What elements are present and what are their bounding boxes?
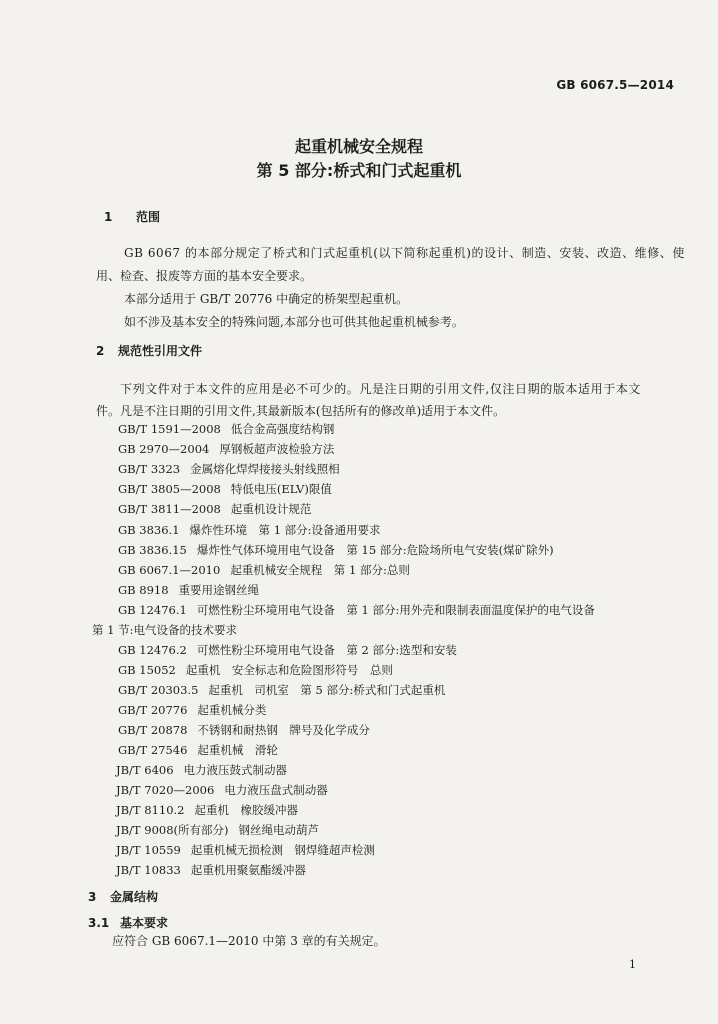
section-title: 范围 xyxy=(136,210,161,224)
section-2-intro-line-1: 下列文件对于本文件的应用是必不可少的。凡是注日期的引用文件,仅注日期的版本适用于本文 xyxy=(120,382,642,396)
reference-item: GB/T 20878 不锈钢和耐热钢 牌号及化学成分 xyxy=(118,723,370,737)
subsection-3-1-heading xyxy=(88,914,168,931)
document-title: 起重机械安全规程 xyxy=(294,137,423,156)
reference-item: GB/T 3811—2008 起重机设计规范 xyxy=(118,502,312,516)
section-1-para-1-line-2: 用、检查、报废等方面的基本安全要求。 xyxy=(96,269,313,283)
section-3-heading xyxy=(88,888,158,905)
reference-item: GB 6067.1—2010 起重机械安全规程 第 1 部分:总则 xyxy=(118,563,410,577)
reference-item-continuation: 第 1 节:电气设备的技术要求 xyxy=(92,623,238,637)
subsection-title: 基本要求 xyxy=(120,916,169,930)
section-1-para-1-line-1: GB 6067 的本部分规定了桥式和门式起重机(以下简称起重机)的设计、制造、安装、改造、维修、使 xyxy=(124,246,685,260)
reference-item: JB/T 10559 起重机械无损检测 钢焊缝超声检测 xyxy=(116,843,375,857)
subsection-number: 3.1 xyxy=(88,916,110,930)
section-number: 3 xyxy=(88,890,97,904)
reference-item: JB/T 7020—2006 电力液压盘式制动器 xyxy=(116,783,328,797)
section-1-para-3: 如不涉及基本安全的特殊问题,本部分也可供其他起重机械参考。 xyxy=(124,315,464,329)
document-subtitle: 第 5 部分:桥式和门式起重机 xyxy=(256,161,462,180)
reference-item: JB/T 6406 电力液压鼓式制动器 xyxy=(116,763,288,777)
section-number: 2 xyxy=(96,344,105,358)
reference-item: GB 3836.1 爆炸性环境 第 1 部分:设备通用要求 xyxy=(118,523,381,537)
section-number: 1 xyxy=(104,210,113,224)
subsection-3-1-text: 应符合 GB 6067.1—2010 中第 3 章的有关规定。 xyxy=(112,934,386,948)
standard-number: GB 6067.5—2014 xyxy=(556,78,674,92)
reference-item: JB/T 10833 起重机用聚氨酯缓冲器 xyxy=(116,863,306,877)
reference-item: JB/T 9008(所有部分) 钢丝绳电动葫芦 xyxy=(116,823,320,837)
reference-item: GB 12476.2 可燃性粉尘环境用电气设备 第 2 部分:选型和安装 xyxy=(118,643,457,657)
section-1-para-2: 本部分适用于 GB/T 20776 中确定的桥架型起重机。 xyxy=(124,292,409,306)
reference-item: JB/T 8110.2 起重机 橡胶缓冲器 xyxy=(116,803,299,817)
page-number: 1 xyxy=(629,958,636,971)
reference-item: GB/T 20303.5 起重机 司机室 第 5 部分:桥式和门式起重机 xyxy=(118,683,446,697)
section-1-heading xyxy=(104,208,160,225)
section-2-intro-line-2: 件。凡是不注日期的引用文件,其最新版本(包括所有的修改单)适用于本文件。 xyxy=(96,404,506,418)
reference-item: GB 15052 起重机 安全标志和危险图形符号 总则 xyxy=(118,663,393,677)
reference-item: GB/T 27546 起重机械 滑轮 xyxy=(118,743,278,757)
reference-item: GB/T 20776 起重机械分类 xyxy=(118,703,267,717)
reference-item: GB 3836.15 爆炸性气体环境用电气设备 第 15 部分:危险场所电气安装(煤矿除外) xyxy=(118,543,554,557)
reference-item: GB 2970—2004 厚钢板超声波检验方法 xyxy=(118,442,335,456)
reference-item: GB/T 3323 金属熔化焊焊接接头射线照相 xyxy=(118,462,340,476)
reference-item: GB 12476.1 可燃性粉尘环境用电气设备 第 1 部分:用外壳和限制表面温度保护的电气设备 xyxy=(118,603,595,617)
section-title: 金属结构 xyxy=(110,890,159,904)
reference-item: GB/T 3805—2008 特低电压(ELV)限值 xyxy=(118,482,332,496)
section-2-heading xyxy=(96,342,202,359)
reference-item: GB 8918 重要用途钢丝绳 xyxy=(118,583,260,597)
section-title: 规范性引用文件 xyxy=(118,344,203,358)
reference-item: GB/T 1591—2008 低合金高强度结构钢 xyxy=(118,422,335,436)
